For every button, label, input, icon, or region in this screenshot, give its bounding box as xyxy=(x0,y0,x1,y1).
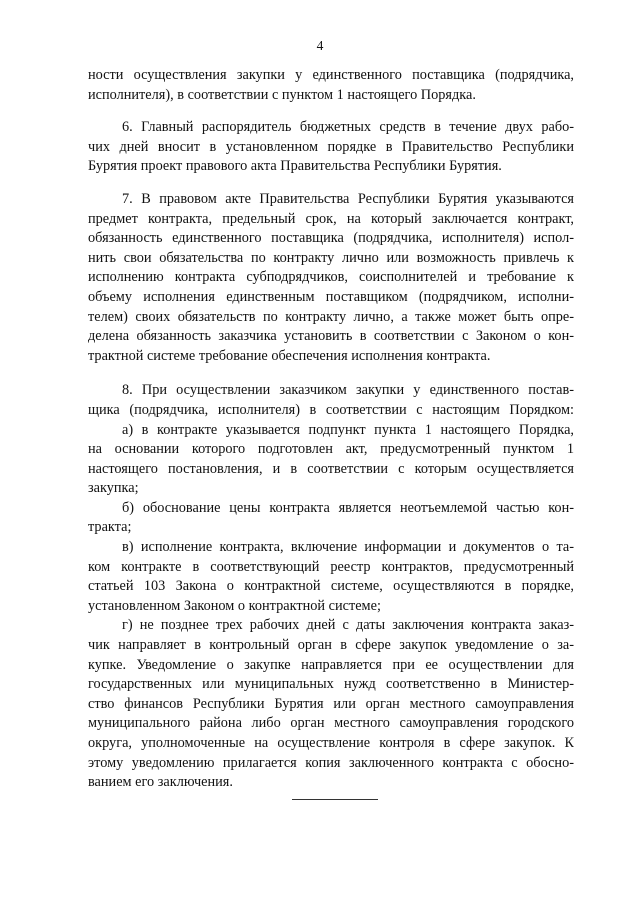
text-line: предмет контракта, предельный срок, на который заключается контракт, xyxy=(88,210,574,227)
text-line: купке. Уведомление о закупке направляется при ее осуществлении для xyxy=(88,656,574,673)
text-line: ности осуществления закупки у единственного поставщика (подрядчика, xyxy=(88,67,574,83)
text-line: на основании которого подготовлен акт, предусмотренный пунктом 1 xyxy=(88,441,574,458)
end-divider xyxy=(292,799,378,800)
text-line: муниципального района либо орган местного самоуправления городского xyxy=(88,715,574,732)
text-line: Бурятия проект правового акта Правительства Республики Бурятия. xyxy=(88,158,502,175)
text-line: обязанность единственного поставщика (подрядчика, исполнителя) испол- xyxy=(88,230,574,247)
text-line: ком контракте в соответствующий реестр контрактов, предусмотренный xyxy=(88,558,574,575)
text-line: ванием его заключения. xyxy=(88,774,233,791)
document-body xyxy=(88,66,574,793)
text-line: закупка; xyxy=(88,480,139,497)
text-line: чих дней вносит в установленном порядке в Правительство Республики xyxy=(88,138,574,155)
text-line: установленном Законом о контрактной системе; xyxy=(88,597,381,614)
text-line: а) в контракте указывается подпункт пункта 1 настоящего Порядка, xyxy=(122,421,574,438)
text-line: 8. При осуществлении заказчиком закупки у единственного постав- xyxy=(122,382,574,399)
page-number: 4 xyxy=(316,38,324,53)
text-line: в) исполнение контракта, включение информации и документов о та- xyxy=(122,539,574,556)
text-line: делена обязанность заказчика установить в соответствии с Законом о кон- xyxy=(88,328,574,345)
text-line: государственных или муниципальных нужд соответственно в Министер- xyxy=(88,676,574,693)
text-line: статьей 103 Закона о контрактной системе, осуществляются в порядке, xyxy=(88,578,574,595)
text-line: телем) своих обязательств по контракту лично, а также может быть опре- xyxy=(88,308,574,325)
text-line: г) не позднее трех рабочих дней с даты заключения контракта заказ- xyxy=(122,617,574,634)
text-line: 7. В правовом акте Правительства Республики Бурятия указываются xyxy=(122,190,574,207)
text-line: этому уведомлению прилагается копия заключенного контракта с обосно- xyxy=(88,754,574,771)
text-line: исполнителя), в соответствии с пунктом 1 настоящего Порядка. xyxy=(88,86,476,103)
text-line: ство финансов Республики Бурятия или орган местного самоуправления xyxy=(88,695,574,712)
text-line: чик направляет в контрольный орган в сфере закупок уведомление о за- xyxy=(88,637,574,654)
text-line: тракта; xyxy=(88,519,132,536)
text-line: щика (подрядчика, исполнителя) в соответствии с настоящим Порядком: xyxy=(88,401,574,418)
text-line: б) обоснование цены контракта является неотъемлемой частью кон- xyxy=(122,499,574,516)
text-line: округа, уполномоченные на осуществление контроля в сфере закупок. К xyxy=(88,735,574,751)
text-line: нить свои обязательства по контракту лично или возможность привлечь к xyxy=(88,249,574,266)
text-line: 6. Главный распорядитель бюджетных средств в течение двух рабо- xyxy=(122,119,574,136)
text-line: объему исполнения единственным поставщиком (подрядчиком, исполни- xyxy=(88,288,574,305)
text-line: трактной системе требование обеспечения исполнения контракта. xyxy=(88,347,491,364)
text-line: настоящего постановления, и в соответствии с которым осуществляется xyxy=(88,460,574,477)
text-line: исполнению контракта субподрядчиков, соисполнителей и требование к xyxy=(88,269,574,286)
